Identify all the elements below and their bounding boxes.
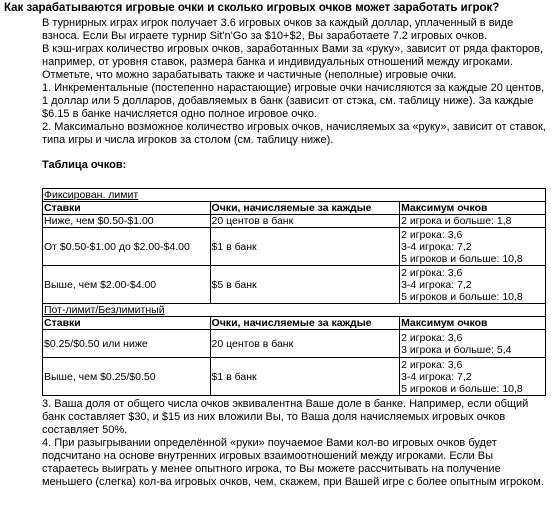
table-row <box>43 330 546 358</box>
table-row <box>43 266 546 304</box>
max-line: 5 игроков и больше: 10,8 <box>401 290 523 303</box>
max-line: 5 игроков и больше: 10,8 <box>401 252 523 265</box>
section-name: Фиксирован. лимит <box>44 189 139 201</box>
header-points-per: Очки, начисляемые за каждые <box>210 202 400 215</box>
points-table <box>42 188 546 396</box>
cell-max <box>400 358 546 396</box>
cell-points: $5 в банк <box>210 266 400 304</box>
outro-point-3: 3. Ваша доля от общего числа очков эквивалентна Ваше доле в банке. Например, если общий банк составляет $30, и $15 из них вложили Вы, то Ваша доля начисляемых игровых очков составляет 50%. <box>42 398 529 436</box>
cell-stakes: Выше, чем $0.25/$0.50 <box>43 358 211 396</box>
intro-point-2: 2. Максимально возможное количество игровых очков, начисляемых за «руку», зависит от ставок, типа игры и числа игроков за столом (см. таблицу ниже). <box>42 121 546 146</box>
cell-max <box>400 330 546 358</box>
cell-points: $1 в банк <box>210 358 400 396</box>
max-line: 5 игроков и больше: 10,8 <box>401 382 523 395</box>
cell-points: $1 в банк <box>210 228 400 266</box>
max-line: 2 игрока: 3,6 <box>401 358 463 371</box>
intro-tournament: В турнирных играх игрок получает 3.6 игровых очков за каждый доллар, уплаченный в виде взноса. Если Вы играете турнир Sit'n'Go за $10+$2, Вы заработаете 7.2 игровых очков. <box>42 17 514 42</box>
table-row <box>43 228 546 266</box>
max-line: 3-4 игрока: 7,2 <box>401 370 472 383</box>
cell-points: 20 центов в банк <box>210 330 400 358</box>
max-line: 2 игрока: 3,6 <box>401 266 463 279</box>
cell-max <box>400 228 546 266</box>
intro-point-1: 1. Инкрементальные (постепенно нарастающие) игровые очки начисляются за каждые 20 центов, 1 доллар или 5 долларов, добавляемых в банк (зависит от стэка, см. таблицу ниже). За каждые $6.15 в банке начисляется одно полное игровое очко. <box>42 82 545 120</box>
table-header-row <box>43 317 546 330</box>
table-row <box>43 358 546 396</box>
page-title: Как зарабатываются игровые очки и сколько игровых очков может заработать игрок? <box>4 2 500 14</box>
cell-stakes: Выше, чем $2.00-$4.00 <box>43 266 211 304</box>
section-header-fixed-limit <box>43 189 546 202</box>
cell-stakes: Ниже, чем $0.50-$1.00 <box>43 215 211 228</box>
intro-cash: В кэш-играх количество игровых очков, заработанных Вами за «руку», зависит от ряда факторов, например, от уровня ставок, размера банка и индивидуальных отношений между игроками. Отметьте, что можно зарабатывать также и частичные (неполные) игровые очки. <box>42 43 544 81</box>
header-stakes: Ставки <box>43 317 211 330</box>
cell-stakes: От $0.50-$1.00 до $2.00-$4.00 <box>43 228 211 266</box>
max-line: 3-4 игрока: 7,2 <box>401 240 472 253</box>
section-name: Пот-лимит/Безлимитный <box>44 304 165 316</box>
max-line: 3-4 игрока: 7,2 <box>401 278 472 291</box>
max-line: 2 игрока: 3,6 <box>401 331 463 344</box>
max-line: 3 игрока и больше: 5,4 <box>401 343 512 356</box>
cell-max <box>400 215 546 228</box>
table-header-row <box>43 202 546 215</box>
article-body <box>42 17 548 489</box>
header-max-points: Максимум очков <box>400 202 546 215</box>
cell-stakes: $0.25/$0.50 или ниже <box>43 330 211 358</box>
section-header-pot-limit <box>43 304 546 317</box>
cell-max <box>400 266 546 304</box>
header-points-per: Очки, начисляемые за каждые <box>210 317 400 330</box>
cell-points: 20 центов в банк <box>210 215 400 228</box>
outro-point-4: 4. При разыгрывании определённой «руки» поучаемое Вами кол-во игровых очков будет подсчитано на основе внутренних игровых взаимоотношений между игроками. Если Вы стараетесь выиграть у менее опытного игрока, то Вы можете рассчитывать на получение меньшего (слегка) кол-ва игровых очков, чем, скажем, при Вашей игре с более опытным игроком. <box>42 437 544 488</box>
header-max-points: Максимум очков <box>400 317 546 330</box>
header-stakes: Ставки <box>43 202 211 215</box>
table-row <box>43 215 546 228</box>
table-title: Таблица очков: <box>42 159 127 171</box>
max-line: 2 игрока и больше: 1,8 <box>401 215 512 227</box>
max-line: 2 игрока: 3,6 <box>401 228 463 241</box>
